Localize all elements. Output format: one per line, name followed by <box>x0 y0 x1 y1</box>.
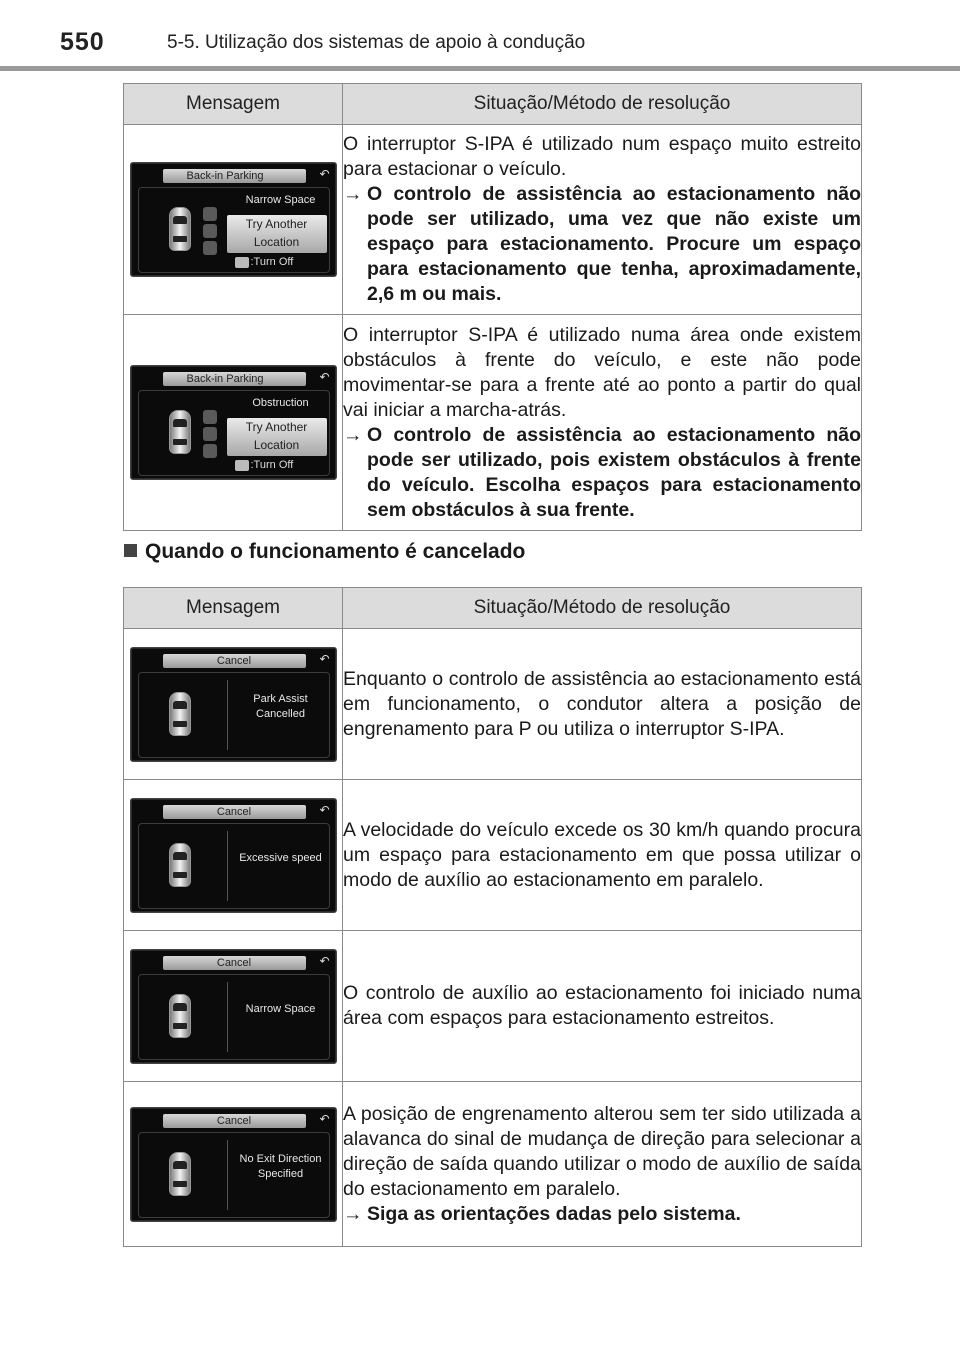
screen-title-bar: Cancel <box>163 654 306 668</box>
column-header-message: Mensagem <box>124 84 343 125</box>
screen-title-bar: Cancel <box>163 1114 306 1128</box>
table-row <box>124 125 862 315</box>
bullet-square-icon <box>124 544 137 557</box>
display-screen-obstruction <box>130 365 337 480</box>
car-icon <box>169 410 191 454</box>
screen-title-bar: Back-in Parking <box>163 169 306 183</box>
turn-off-hint: :Turn Off <box>235 459 294 471</box>
chapter-title: 5-5. Utilização dos sistemas de apoio à condução <box>167 32 586 53</box>
situation-description: O interruptor S-IPA é utilizado num espaço muito estreito para estacionar o veículo. → O controlo de assistência ao estacionamento não pode ser utilizado, uma vez que não existe um espaço para estacionamento. Procure um espaço para estacionamento que tenha, aproximadamente, 2,6 m ou mais. <box>343 125 862 315</box>
resolution-text: Siga as orientações dadas pelo sistema. <box>367 1202 741 1225</box>
car-icon <box>169 994 191 1038</box>
page-header <box>60 28 960 64</box>
back-arrow-icon: ↶ <box>319 167 330 181</box>
screen-message-label: Narrow Space <box>245 1002 316 1015</box>
table-row <box>124 931 862 1082</box>
car-icon <box>169 207 191 251</box>
screen-title-bar: Cancel <box>163 956 306 970</box>
car-icon <box>169 1152 191 1196</box>
back-arrow-icon: ↶ <box>319 370 330 384</box>
situation-description: A posição de engrenamento alterou sem ter sido utilizada a alavanca do sinal de mudança de direção para selecionar a direção de saída quando utilizar o modo de auxílio de saída do estacionamento em paralelo. → Siga as orientações dadas pelo sistema. <box>343 1082 862 1247</box>
screen-message-label: Excessive speed <box>239 851 322 864</box>
table-header-row <box>124 588 862 629</box>
table-header-row <box>124 84 862 125</box>
parking-switch-icon <box>235 460 249 471</box>
turn-off-hint: :Turn Off <box>235 256 294 268</box>
arrow-icon: → <box>343 1202 363 1225</box>
situation-description: O controlo de auxílio ao estacionamento foi iniciado numa área com espaços para estacionamento estreitos. <box>343 931 862 1082</box>
parking-switch-icon <box>235 257 249 268</box>
parking-slots-icon <box>203 207 217 258</box>
display-screen-narrow-space <box>130 162 337 277</box>
column-header-message: Mensagem <box>124 588 343 629</box>
try-another-location-button: Try Another Location <box>227 418 327 456</box>
table-row <box>124 629 862 780</box>
table-row <box>124 1082 862 1247</box>
resolution-text: O controlo de assistência ao estacionamento não pode ser utilizado, uma vez que não existe um espaço para estacionamento. Procure um espaço para estacionamento que tenha, aproximadamente, 2,6 m ou mais. <box>367 183 861 305</box>
message-table-1 <box>123 83 862 531</box>
screen-title-bar: Back-in Parking <box>163 372 306 386</box>
section-title: Quando o funcionamento é cancelado <box>124 540 525 564</box>
display-screen-narrow-space-cancel <box>130 949 337 1064</box>
column-header-situation: Situação/Método de resolução <box>343 588 862 629</box>
back-arrow-icon: ↶ <box>319 651 330 666</box>
car-icon <box>169 692 191 736</box>
screen-message-label: No Exit Direction Specified <box>239 1152 322 1180</box>
try-another-location-button: Try Another Location <box>227 215 327 253</box>
column-header-situation: Situação/Método de resolução <box>343 84 862 125</box>
situation-description: A velocidade do veículo excede os 30 km/h quando procura um espaço para estacionamento em que possa utilizar o modo de auxílio ao estacionamento em paralelo. <box>343 780 862 931</box>
screen-message-label: Obstruction <box>252 397 309 409</box>
back-arrow-icon: ↶ <box>319 802 330 817</box>
page-number: 550 <box>60 28 105 56</box>
arrow-icon: → <box>343 183 363 205</box>
screen-message-label: Park Assist Cancelled <box>253 692 308 720</box>
back-arrow-icon: ↶ <box>319 1111 330 1126</box>
resolution-text: O controlo de assistência ao estacionamento não pode ser utilizado, pois existem obstáculos à frente do veículo. Escolha espaços para estacionamento sem obstáculos à sua frente. <box>367 423 861 521</box>
table-row <box>124 780 862 931</box>
display-screen-park-assist-cancelled <box>130 647 337 762</box>
parking-slots-icon <box>203 410 217 461</box>
arrow-icon: → <box>343 423 363 446</box>
header-divider <box>0 66 960 71</box>
screen-message-label: Narrow Space <box>245 194 316 206</box>
message-table-2 <box>123 587 862 1247</box>
table-row <box>124 315 862 531</box>
back-arrow-icon: ↶ <box>319 953 330 968</box>
screen-title-bar: Cancel <box>163 805 306 819</box>
display-screen-no-exit-direction <box>130 1107 337 1222</box>
situation-description: Enquanto o controlo de assistência ao estacionamento está em funcionamento, o condutor altera a posição de engrenamento para P ou utiliza o interruptor S-IPA. <box>343 629 862 780</box>
display-screen-excessive-speed <box>130 798 337 913</box>
car-icon <box>169 843 191 887</box>
situation-description: O interruptor S-IPA é utilizado numa área onde existem obstáculos à frente do veículo, e este não pode movimentar-se para a frente até ao ponto a partir do qual vai iniciar a marcha-atrás. → O controlo de assistência ao estacionamento não pode ser utilizado, pois existem obstáculos à frente do veículo. Escolha espaços para estacionamento sem obstáculos à sua frente. <box>343 315 862 531</box>
